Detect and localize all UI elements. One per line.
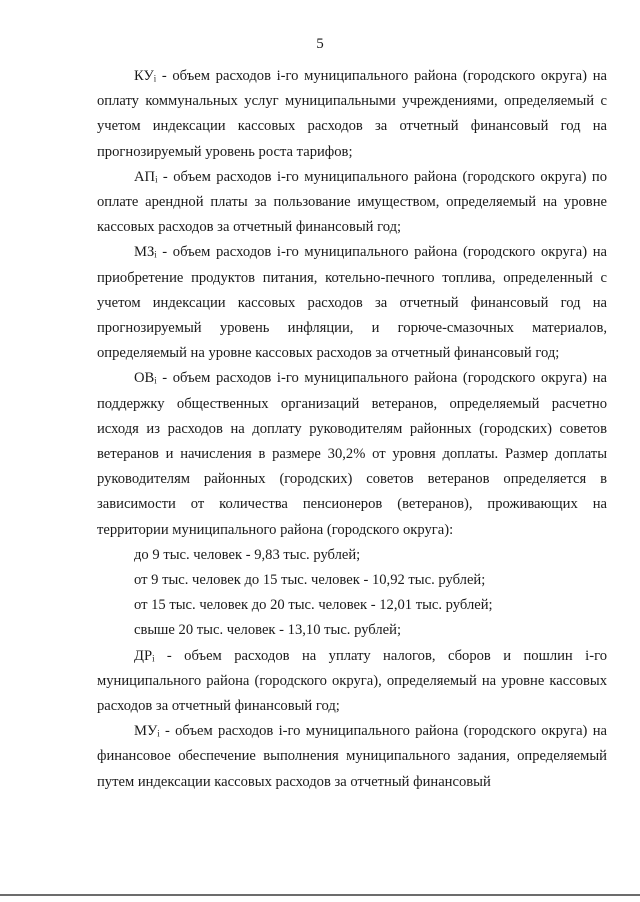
list-item: свыше 20 тыс. человек - 13,10 тыс. рублей; — [134, 622, 401, 639]
paragraph-ku: КУᵢ - объем расходов i-го муниципального района (городского округа) на оплату коммунальных услуг муниципальными учреждениями, определяемый с учетом индексации кассовых расходов за отчетный финансовый год на прогнозируемый уровень роста тарифов; — [97, 68, 607, 160]
page-bottom-edge — [0, 894, 640, 896]
paragraph-ap: АПᵢ - объем расходов i-го муниципального района (городского округа) по оплате арендной платы за пользование имуществом, определяемый на уровне кассовых расходов за отчетный финансовый год; — [97, 168, 607, 236]
document-body — [97, 64, 607, 795]
page-number: 5 — [316, 36, 324, 52]
list-item: от 15 тыс. человек до 20 тыс. человек - 12,01 тыс. рублей; — [134, 597, 493, 614]
paragraph-dr: ДРᵢ - объем расходов на уплату налогов, сборов и пошлин i-го муниципального района (городского округа), определяемый на уровне кассовых расходов за отчетный финансовый год; — [97, 647, 607, 715]
paragraph-ov: ОВᵢ - объем расходов i-го муниципального района (городского округа) на поддержку общественных организаций ветеранов, определяемый расчетно исходя из расходов на доплату руководителям районных (городских) советов ветеранов и начисления в размере 30,2% от уровня доплаты. Размер доплаты руководителям районных (городских) советов ветеранов определяется в зависимости от количества пенсионеров (ветеранов), проживающих на территории муниципального района (городского округа): — [97, 370, 607, 538]
paragraph-mz: МЗᵢ - объем расходов i-го муниципального района (городского округа) на приобретение продуктов питания, котельно-печного топлива, определенный с учетом индексации кассовых расходов за отчетный финансовый год на прогнозируемый уровень инфляции, и горюче-смазочных материалов, определяемый на уровне кассовых расходов за отчетный финансовый год; — [97, 244, 607, 362]
list-item: от 9 тыс. человек до 15 тыс. человек - 10,92 тыс. рублей; — [134, 572, 486, 589]
paragraph-mu: МУᵢ - объем расходов i-го муниципального района (городского округа) на финансовое обеспечение выполнения муниципального задания, определяемый путем индексации кассовых расходов за отчетный финансовый — [97, 723, 607, 790]
list-item: до 9 тыс. человек - 9,83 тыс. рублей; — [134, 546, 361, 563]
